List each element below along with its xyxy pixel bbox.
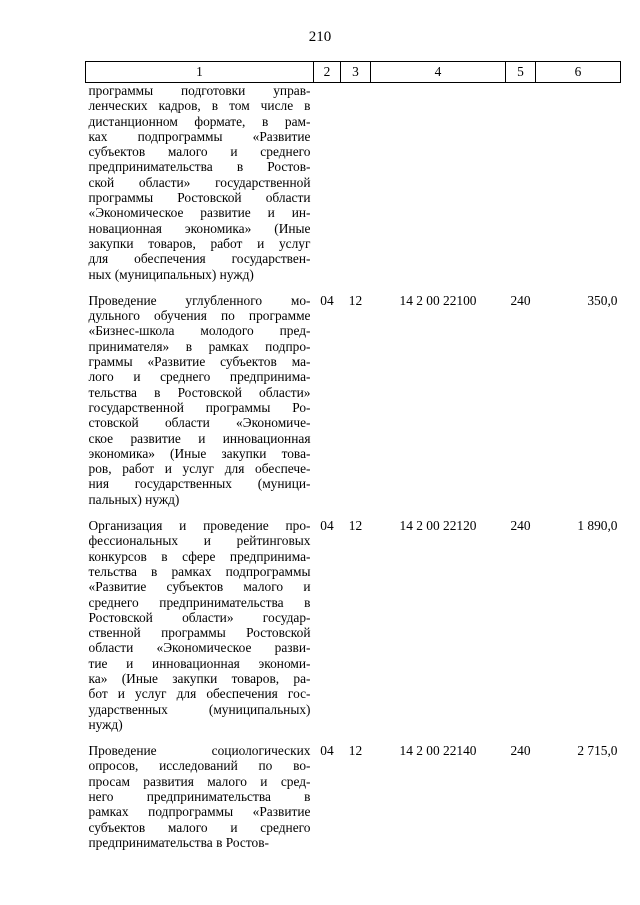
row-section-code xyxy=(314,83,341,282)
description-line: новационная экономика» (Иные xyxy=(88,220,311,236)
description-line: ках подпрограммы «Развитие xyxy=(88,128,311,144)
description-line: программы подготовки управ- xyxy=(88,83,311,98)
row-amount xyxy=(536,83,621,282)
description-line: дистанционном формате, в рам- xyxy=(88,113,311,129)
description-line: закупки товаров, работ и услуг xyxy=(88,235,311,251)
description-line: конкурсов в сфере предпринима- xyxy=(88,548,311,564)
row-section-code: 04 xyxy=(320,518,334,534)
description-line: для обеспечения государствен- xyxy=(88,251,311,267)
description-line: ных (муниципальных) нужд) xyxy=(88,266,254,282)
description-line: тельства в Ростовской области» xyxy=(88,384,311,400)
row-expense-type: 240 xyxy=(510,743,531,759)
row-description xyxy=(86,732,314,850)
row-amount: 1 890,0 xyxy=(577,518,618,534)
description-line: экономика» (Иные закупки това- xyxy=(88,445,311,461)
description-line: тельства в рамках подпрограммы xyxy=(88,563,311,579)
description-line: рамках подпрограммы «Развитие xyxy=(88,804,311,820)
description-line: тие и инновационная экономи- xyxy=(88,655,311,671)
row-description xyxy=(86,282,314,507)
description-line: ров, работ и услуг для обеспече- xyxy=(88,461,311,477)
column-header-1: 1 xyxy=(86,62,314,83)
row-target-article xyxy=(371,83,506,282)
description-line: субъектов малого и среднего xyxy=(88,144,311,160)
row-target-article: 14 2 00 22140 xyxy=(399,743,477,759)
description-line: среднего предпринимательства в xyxy=(88,594,311,610)
description-line: предпринимательства в Ростов- xyxy=(88,159,311,175)
row-description xyxy=(86,507,314,732)
row-description xyxy=(86,83,314,282)
column-header-3: 3 xyxy=(341,62,371,83)
description-line: дульного обучения по программе xyxy=(88,308,311,324)
row-target-article: 14 2 00 22100 xyxy=(399,292,477,308)
description-line: просам развития малого и сред- xyxy=(88,773,311,789)
row-section-code: 04 xyxy=(320,292,334,308)
column-header-2: 2 xyxy=(314,62,341,83)
row-subsection-code: 12 xyxy=(348,743,363,759)
row-section-code: 04 xyxy=(320,743,334,759)
description-line: субъектов малого и среднего xyxy=(88,819,311,835)
description-line: нужд) xyxy=(88,716,123,732)
table-row xyxy=(86,507,621,732)
description-line: «Бизнес-школа молодого пред- xyxy=(88,323,311,339)
description-line: Организация и проведение про- xyxy=(88,518,311,534)
description-line: государственной программы Ро- xyxy=(88,399,311,415)
description-line: ния государственных (муници- xyxy=(88,476,311,492)
description-line: бот и услуг для обеспечения гос- xyxy=(88,686,311,702)
page-number: 210 xyxy=(308,29,332,45)
row-subsection-code xyxy=(341,83,371,282)
description-line: «Экономическое развитие и ин- xyxy=(88,205,311,221)
table-header-row xyxy=(86,62,621,83)
description-line: Проведение социологических xyxy=(88,743,311,759)
description-line: ское развитие и инновационная xyxy=(88,430,311,446)
column-header-4: 4 xyxy=(371,62,506,83)
description-line: него предпринимательства в xyxy=(88,789,311,805)
table-row xyxy=(86,732,621,850)
description-line: ка» (Иные закупки товаров, ра- xyxy=(88,670,311,686)
description-line: «Развитие субъектов малого и xyxy=(88,579,311,595)
budget-table xyxy=(85,61,621,850)
row-subsection-code: 12 xyxy=(348,518,363,534)
description-line: стовской области «Экономиче- xyxy=(88,415,311,431)
row-target-article: 14 2 00 22120 xyxy=(399,518,477,534)
description-line: области «Экономическое разви- xyxy=(88,640,311,656)
column-header-5: 5 xyxy=(506,62,536,83)
description-line: лого и среднего предпринима- xyxy=(88,369,311,385)
description-line: фессиональных и рейтинговых xyxy=(88,533,311,549)
description-line: ударственных (муниципальных) xyxy=(88,701,311,717)
row-expense-type xyxy=(506,83,536,282)
row-amount: 350,0 xyxy=(587,292,618,308)
description-line: Ростовской области» государ- xyxy=(88,609,311,625)
table-row xyxy=(86,282,621,507)
description-line: граммы «Развитие субъектов ма- xyxy=(88,354,311,370)
description-line: ственной программы Ростовской xyxy=(88,625,311,641)
description-line: ленческих кадров, в том числе в xyxy=(88,98,311,114)
description-line: опросов, исследований по во- xyxy=(88,758,311,774)
description-line: предпринимательства в Ростов- xyxy=(88,834,270,850)
table-row xyxy=(86,83,621,282)
description-line: ской области» государственной xyxy=(88,174,311,190)
row-subsection-code: 12 xyxy=(348,292,363,308)
column-header-6: 6 xyxy=(536,62,621,83)
description-line: пальных) нужд) xyxy=(88,491,180,507)
description-line: Проведение углубленного мо- xyxy=(88,292,311,308)
description-line: принимателя» в рамках подпро- xyxy=(88,338,311,354)
description-line: программы Ростовской области xyxy=(88,190,311,206)
row-amount: 2 715,0 xyxy=(577,743,618,759)
row-expense-type: 240 xyxy=(510,518,531,534)
row-expense-type: 240 xyxy=(510,292,531,308)
